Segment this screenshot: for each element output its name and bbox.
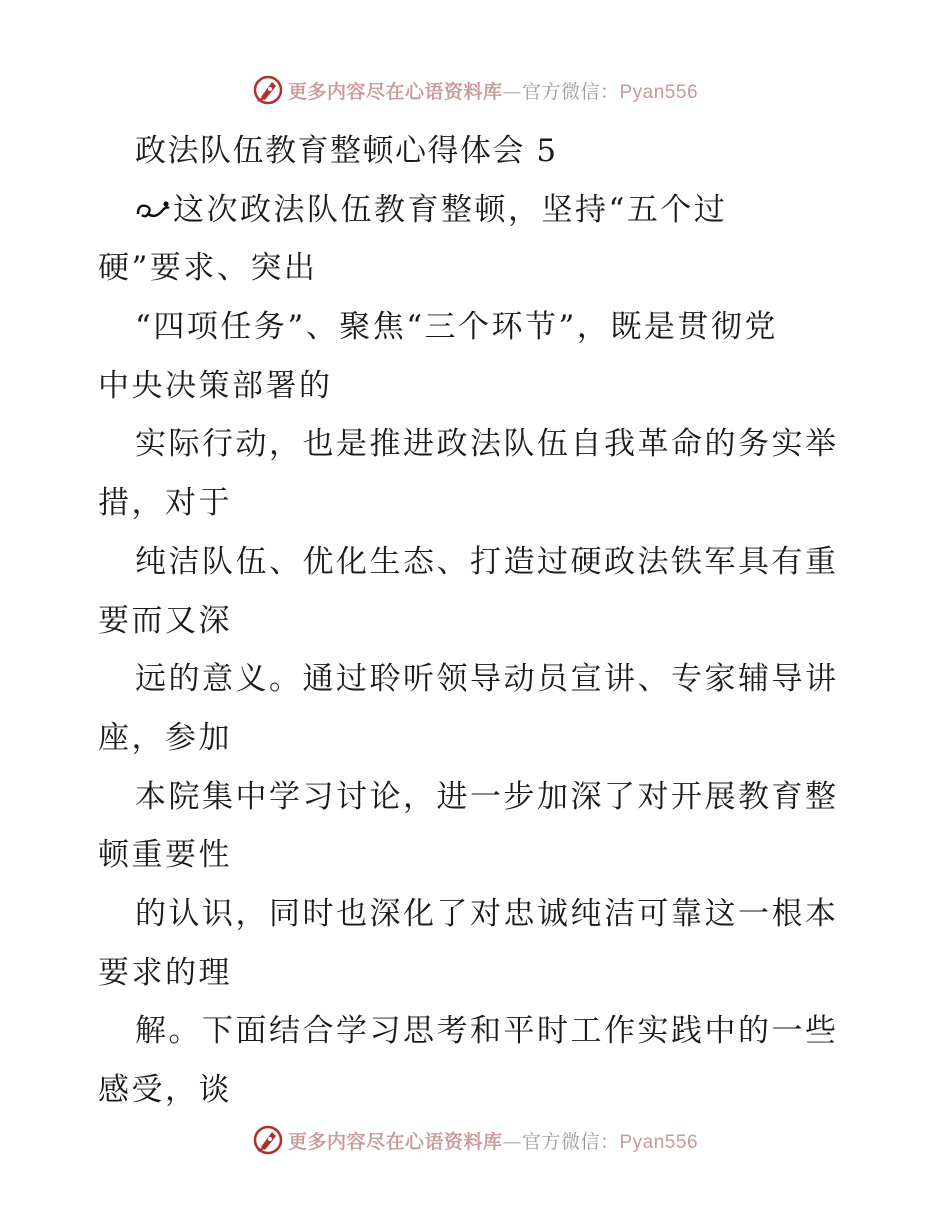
paragraph-line-text: 这次政法队伍教育整顿，坚持“五个过 xyxy=(173,191,728,228)
banner-account: Pyan556 xyxy=(619,1131,699,1153)
banner-text xyxy=(288,1127,698,1154)
paragraph-line-3: “四项任务”、聚焦“三个环节”，既是贯彻党 xyxy=(135,309,778,346)
paragraph-line-6: 措，对于 xyxy=(98,485,232,522)
document-body xyxy=(98,122,858,1120)
paragraph-line-16: 感受，谈 xyxy=(98,1072,232,1108)
footer-banner xyxy=(0,1120,950,1160)
paragraph-line-10: 座，参加 xyxy=(98,719,232,756)
paragraph-line-12: 顿重要性 xyxy=(98,837,232,874)
pen-nib-circle-icon xyxy=(252,74,284,106)
paragraph-line-9: 远的意义。通过聆听领导动员宣讲、专家辅导讲 xyxy=(135,661,839,698)
paragraph-line-2: 硬”要求、突出 xyxy=(98,250,318,287)
banner-channel: 官方微信： xyxy=(521,1130,620,1153)
banner-brand: 更多内容尽在心语资料库 xyxy=(287,80,503,103)
footer-banner-content xyxy=(252,1124,698,1156)
header-banner-content xyxy=(252,74,698,106)
paragraph-line-5: 实际行动，也是推进政法队伍自我革命的务实举 xyxy=(135,426,839,463)
paragraph-line-7: 纯洁队伍、优化生态、打造过硬政法铁军具有重 xyxy=(135,543,839,580)
paragraph-line-14: 要求的理 xyxy=(98,954,232,991)
banner-separator: — xyxy=(502,80,522,103)
banner-channel: 官方微信： xyxy=(521,80,620,103)
pen-nib-circle-icon xyxy=(252,1124,284,1156)
banner-account: Pyan556 xyxy=(619,81,699,103)
banner-text xyxy=(288,77,698,104)
header-banner xyxy=(0,70,950,110)
paragraph-line-4: 中央决策部署的 xyxy=(98,367,333,404)
paragraph-line-11: 本院集中学习讨论，进一步加深了对开展教育整 xyxy=(135,778,839,815)
paragraph-line-15: 解。下面结合学习思考和平时工作实践中的一些 xyxy=(135,1013,839,1050)
swirl-bullet-icon xyxy=(135,198,171,222)
paragraph-line-1 xyxy=(98,181,858,240)
paragraph-line-8: 要而又深 xyxy=(98,602,232,639)
banner-brand: 更多内容尽在心语资料库 xyxy=(287,1130,503,1153)
banner-separator: — xyxy=(502,1130,522,1153)
document-title: 政法队伍教育整顿心得体会 5 xyxy=(135,133,558,169)
paragraph-line-13: 的认识，同时也深化了对忠诚纯洁可靠这一根本 xyxy=(135,895,839,932)
